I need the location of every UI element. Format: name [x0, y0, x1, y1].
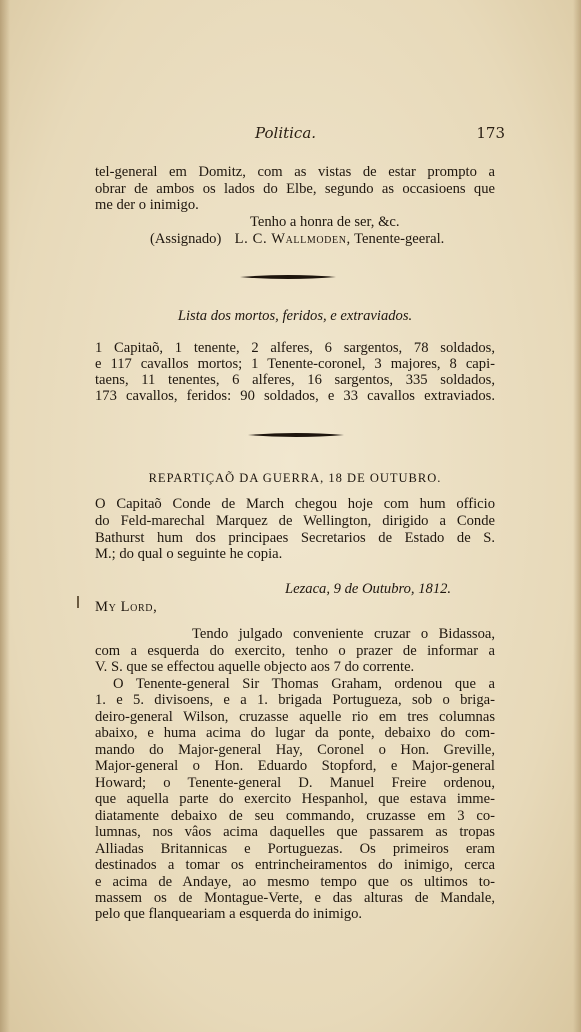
dispatch-heading: REPARTIÇAÕ DA GUERRA, 18 DE OUTUBRO.: [148, 471, 442, 485]
running-head: [95, 124, 505, 146]
text-line: com a esquerda do exercito, tenho o prazer de informar a: [95, 643, 495, 659]
text-line: deiro-general Wilson, cruzasse aquelle rio em tres columnas: [95, 709, 495, 725]
text-line: que aquella parte do exercito Hespanhol, que estava imme-: [95, 791, 495, 807]
text-line: obrar de ambos os lados do Elbe, segundo as occasioens que: [95, 181, 495, 197]
text-line: 1. e 5. divisoens, e a 1. brigada Portugueza, sob o briga-: [95, 692, 495, 708]
text-line: 1 Capitaõ, 1 tenente, 2 alferes, 6 sargentos, 78 soldados,: [95, 340, 495, 356]
running-title: Politica.: [255, 124, 317, 142]
text-line: 173 cavallos, feridos: 90 soldados, e 33 cavallos extraviados.: [95, 388, 495, 404]
text-line: Tendo julgado conveniente cruzar o Bidassoa,: [192, 626, 495, 642]
ornamental-rule: [240, 274, 336, 280]
text-line: abaixo, e huma acima do lugar da ponte, debaixo do com-: [95, 725, 495, 741]
text-line: taens, 11 tenentes, 6 alferes, 16 sargentos, 335 soldados,: [95, 372, 495, 388]
text-line: M.; do qual o seguinte he copia.: [95, 546, 283, 562]
text-line: me der o inimigo.: [95, 197, 199, 213]
text-line: diatamente debaixo de seu commando, cruzasse em 3 co-: [95, 808, 495, 824]
salutation: My Lord,: [95, 599, 158, 615]
signature-name: L. C. Wallmoden,: [234, 231, 351, 247]
text-line: V. S. que se effectou aquelle objecto aos 7 do corrente.: [95, 659, 415, 675]
text-line: Alliadas Britannicas e Portuguezas. Os primeiros eram: [95, 841, 495, 857]
text-line: e acima de Andaye, ao mesmo tempo que os ultimos to-: [95, 874, 495, 890]
signature-prefix: (Assignado): [150, 231, 222, 247]
text-line: Bathurst hum dos principaes Secretarios de Estado de S.: [95, 530, 495, 546]
text-line: Major-general o Hon. Eduardo Stopford, e Major-general: [95, 758, 495, 774]
ornamental-rule: [248, 432, 344, 438]
text-line: lumnas, nos vâos acima daquelles que passarem as tropas: [95, 824, 495, 840]
text-line: O Tenente-general Sir Thomas Graham, ordenou que a: [113, 676, 495, 692]
margin-mark: [77, 596, 79, 608]
text-line: e 117 cavallos mortos; 1 Tenente-coronel, 3 majores, 8 capi-: [95, 356, 495, 372]
signature-line: [150, 231, 495, 247]
text-line: massem os de Montague-Verte, e das alturas de Mandale,: [95, 890, 495, 906]
text-line: do Feld-marechal Marquez de Wellington, dirigido a Conde: [95, 513, 495, 529]
page-shadow-left: [0, 0, 10, 1032]
text-line: mando do Major-general Hay, Coronel o Hon. Greville,: [95, 742, 495, 758]
text-line: O Capitaõ Conde de March chegou hoje com hum officio: [95, 496, 495, 512]
page-shadow-right: [573, 0, 581, 1032]
casualties-title: Lista dos mortos, feridos, e extraviados.: [177, 308, 413, 324]
closing-line: Tenho a honra de ser, &c.: [250, 214, 400, 230]
dateline: Lezaca, 9 de Outubro, 1812.: [285, 581, 452, 597]
text-line: destinados a tomar os entrincheiramentos do inimigo, cerca: [95, 857, 495, 873]
text-line: Howard; o Tenente-general D. Manuel Freire ordenou,: [95, 775, 495, 791]
signature-rank: Tenente-geeral.: [354, 231, 445, 247]
page-number: 173: [476, 124, 505, 142]
text-line: pelo que flanqueariam a esquerda do inimigo.: [95, 906, 363, 922]
text-line: tel-general em Domitz, com as vistas de estar prompto a: [95, 164, 495, 180]
